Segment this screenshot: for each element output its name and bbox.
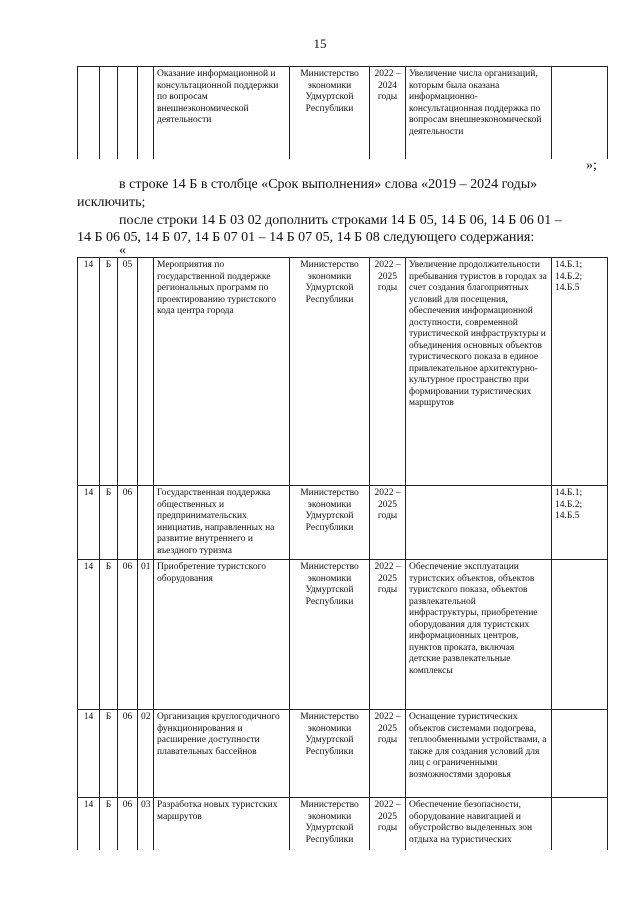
code-cell: 14 [78,798,100,850]
closing-quote: »; [586,158,597,173]
period-cell: 2022 – 2025 годы [370,560,406,710]
code-cell [118,67,138,160]
result-cell: Обеспечение безопасности, оборудование навигацией и обустройство выделенных зон отдыха на туристических [406,798,552,850]
result-cell: Увеличение числа организаций, которым была оказана информационно-консультационная поддержка по вопросам внешнеэкономической деятельности [406,67,552,160]
opening-quote: « [119,243,126,258]
code-cell [138,486,154,560]
ministry-cell: Министерство экономики Удмуртской Республики [290,798,370,850]
ministry-cell: Министерство экономики Удмуртской Республики [290,258,370,486]
code-cell: 02 [138,710,154,798]
ref-cell [552,67,608,160]
activity-name-cell: Оказание информационной и консультационной поддержки по вопросам внешнеэкономической деятельности [154,67,290,160]
period-cell: 2022 – 2025 годы [370,710,406,798]
code-cell: 14 [78,258,100,486]
result-cell: Оснащение туристических объектов системами подогрева, теплообменными устройствами, а также для создания условий для лиц с ограниченными возможностями здоровья [406,710,552,798]
result-cell: Увеличение продолжительности пребывания туристов в городах за счет создания благоприятных условий для посещения, обеспечения информационной доступности, современной туристической инфраструктуры и объединения основных объектов туристического показа в единое привлекательное архитектурно-культурное пространство при формировании туристических маршрутов [406,258,552,486]
activity-name-cell: Приобретение туристского оборудования [154,560,290,710]
result-cell: Обеспечение эксплуатации туристских объектов, объектов туристского показа, объектов развлекательной инфраструктуры, приобретение оборудования для туристских информационных центров, пунктов проката, включая детские развлекательные комплексы [406,560,552,710]
paragraph-2-line-2: 14 Б 06 05, 14 Б 07, 14 Б 07 01 – 14 Б 07 05, 14 Б 08 следующего содержания: [77,230,535,245]
paragraph-2-line-1: после строки 14 Б 03 02 дополнить строками 14 Б 05, 14 Б 06, 14 Б 06 01 – [119,213,562,228]
table-row [78,710,608,798]
code-cell: 06 [118,560,138,710]
code-cell [78,67,100,160]
activity-name-cell: Государственная поддержка общественных и предпринимательских инициатив, направленных на развитие внутреннего и въездного туризма [154,486,290,560]
code-cell: 01 [138,560,154,710]
activity-name-cell: Мероприятия по государственной поддержке региональных программ по проектированию туристского кода центра города [154,258,290,486]
activity-name-cell: Разработка новых туристских маршрутов [154,798,290,850]
code-cell: Б [100,798,118,850]
ref-cell [552,798,608,850]
table-row [78,798,608,850]
ref-cell [552,710,608,798]
code-cell: Б [100,560,118,710]
code-cell: Б [100,710,118,798]
ministry-cell: Министерство экономики Удмуртской Республики [290,560,370,710]
code-cell: 03 [138,798,154,850]
code-cell [100,67,118,160]
period-cell: 2022 – 2025 годы [370,486,406,560]
ministry-cell: Министерство экономики Удмуртской Республики [290,710,370,798]
table-row [78,560,608,710]
code-cell: 05 [118,258,138,486]
code-cell: 06 [118,798,138,850]
table-row [78,258,608,486]
period-cell: 2022 – 2024 годы [370,67,406,160]
result-cell [406,486,552,560]
code-cell: 14 [78,486,100,560]
code-cell [138,258,154,486]
code-cell: 06 [118,486,138,560]
code-cell: Б [100,258,118,486]
period-cell: 2022 – 2025 годы [370,798,406,850]
main-table [77,257,608,850]
page-number: 15 [313,36,327,51]
table-row [78,486,608,560]
activity-name-cell: Организация круглогодичного функционирования и расширение доступности плавательных бассейнов [154,710,290,798]
paragraph-1-line-2: исключить; [77,195,146,210]
code-cell [138,67,154,160]
code-cell: 06 [118,710,138,798]
ref-cell: 14.Б.1; 14.Б.2; 14.Б.5 [552,486,608,560]
code-cell: Б [100,486,118,560]
code-cell: 14 [78,560,100,710]
ref-cell [552,560,608,710]
ministry-cell: Министерство экономики Удмуртской Республики [290,486,370,560]
table-row [78,67,608,160]
code-cell: 14 [78,710,100,798]
paragraph-1-line-1: в строке 14 Б в столбце «Срок выполнения» слова «2019 – 2024 годы» [119,177,538,192]
ministry-cell: Министерство экономики Удмуртской Республики [290,67,370,160]
top-table [77,66,608,159]
period-cell: 2022 – 2025 годы [370,258,406,486]
ref-cell: 14.Б.1; 14.Б.2; 14.Б.5 [552,258,608,486]
